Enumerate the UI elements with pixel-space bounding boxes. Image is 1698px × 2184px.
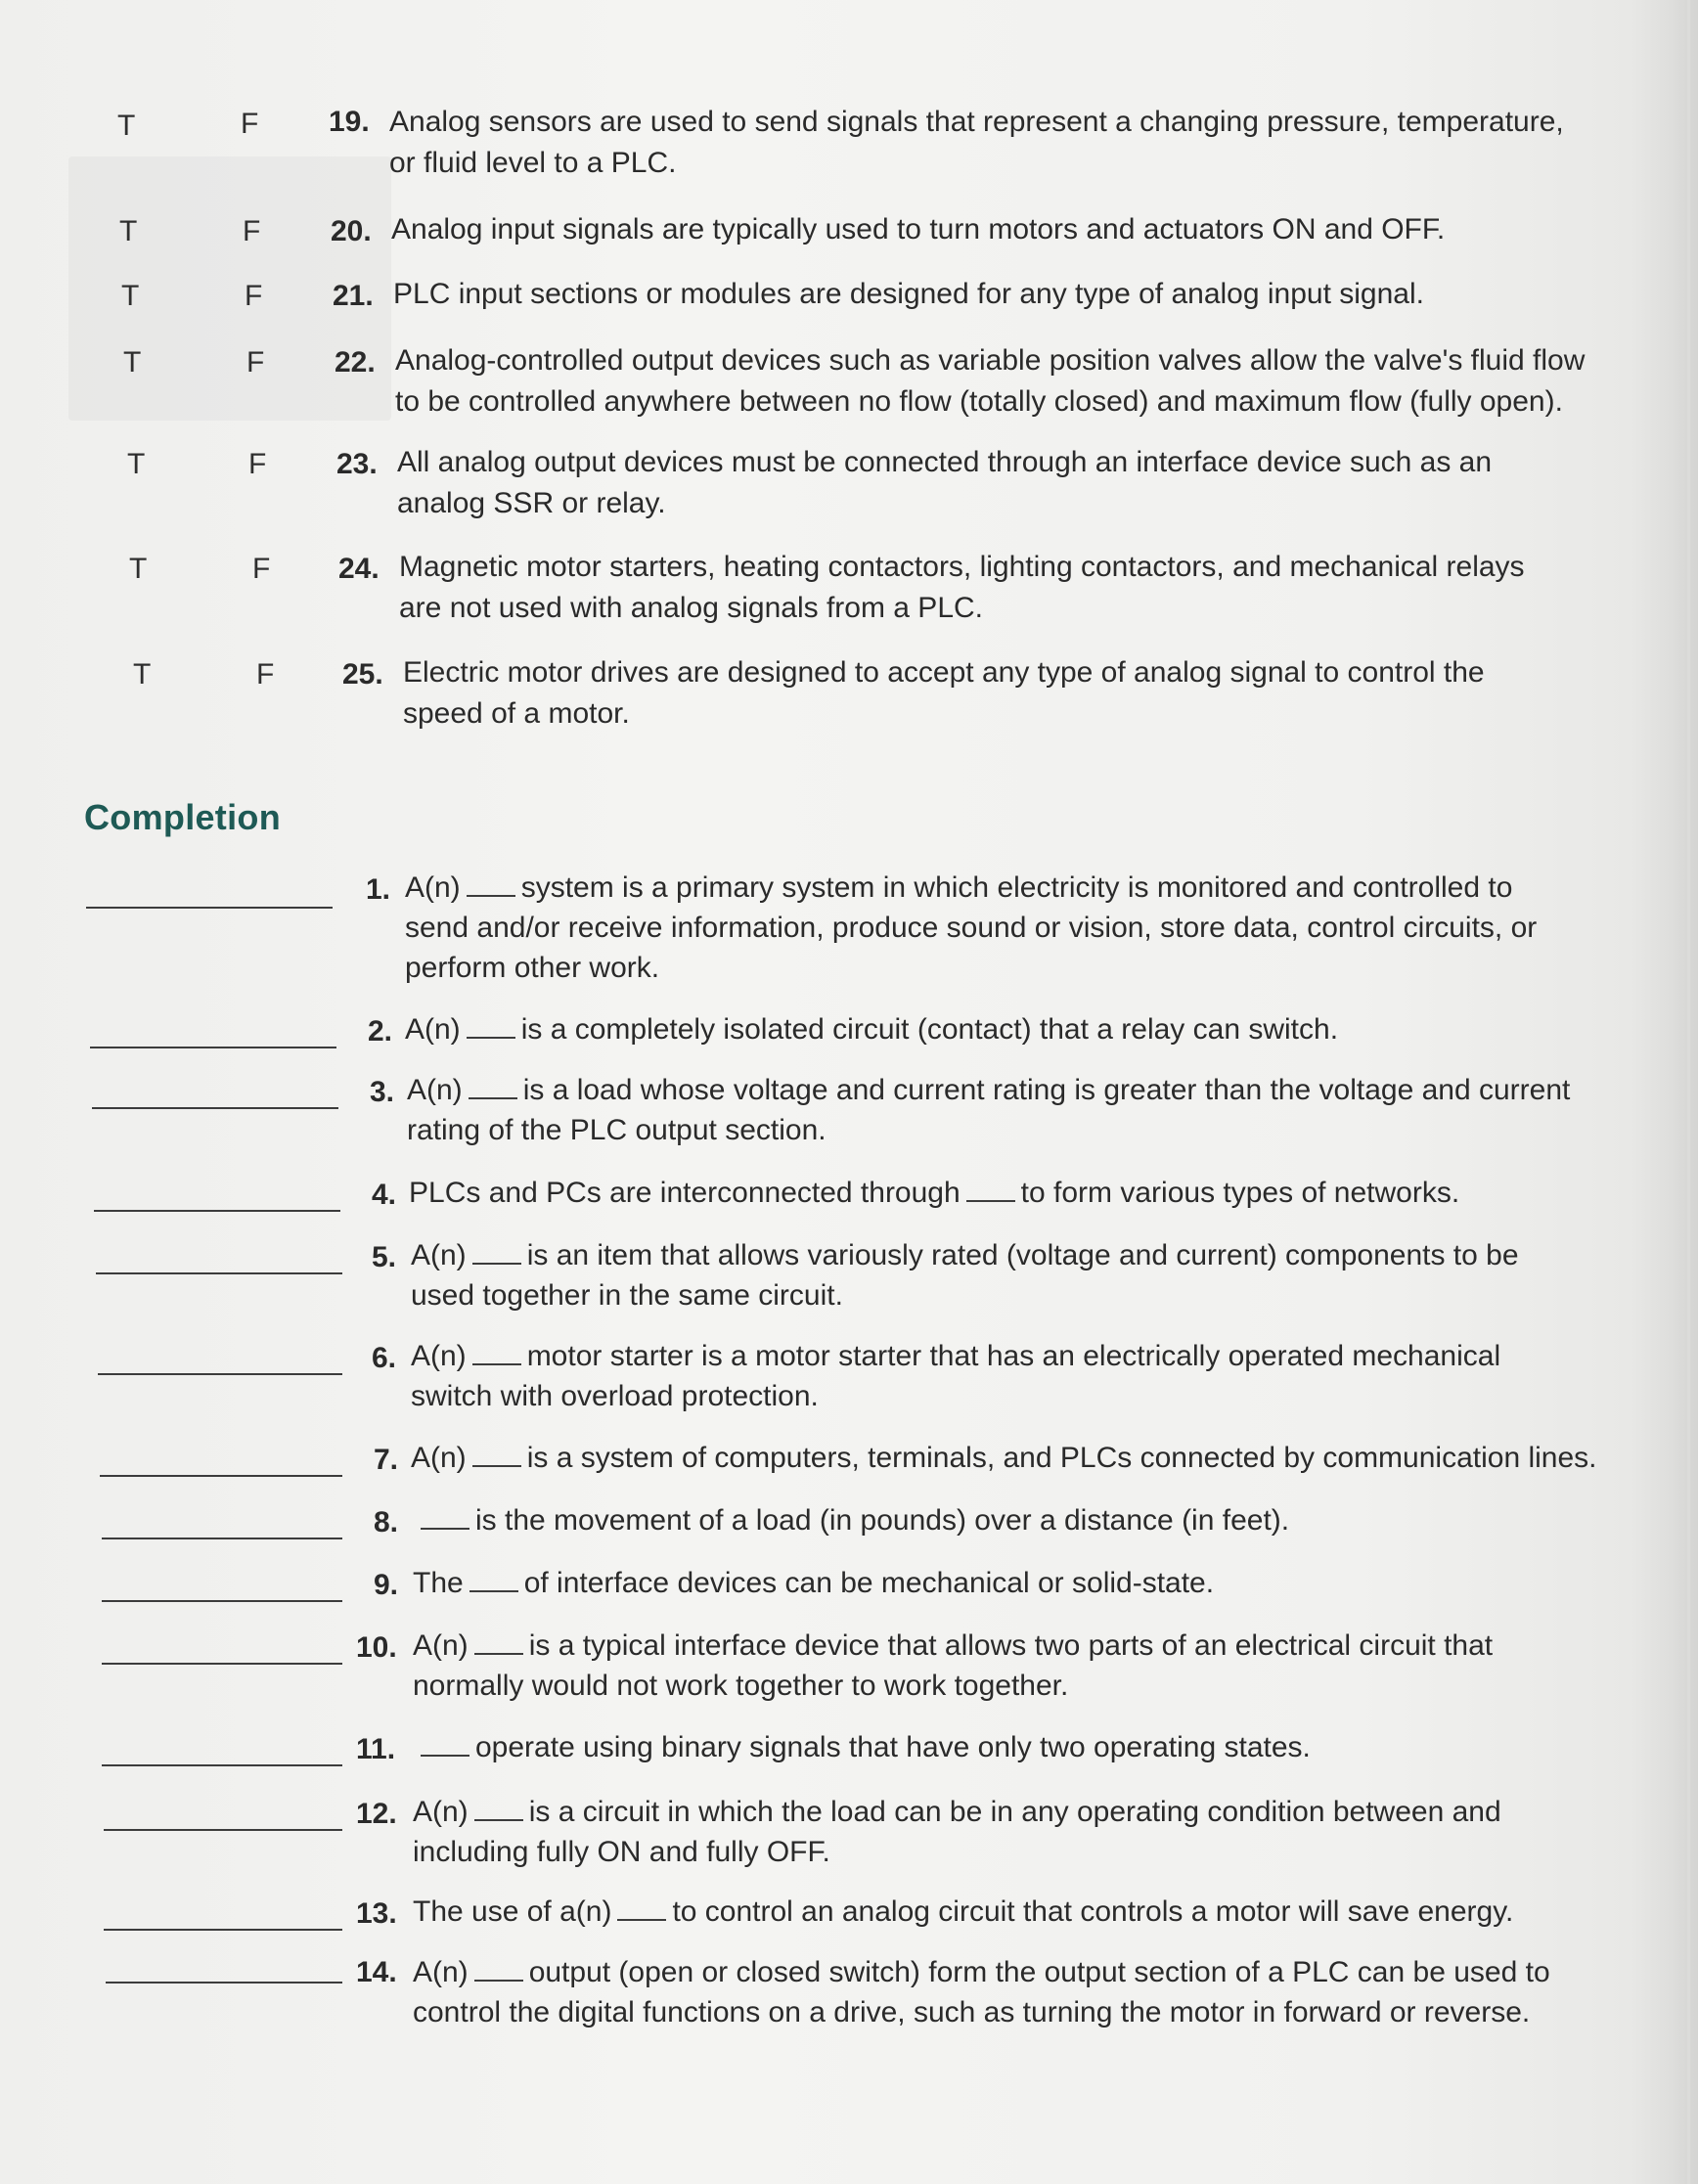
question-number: 22. — [335, 346, 376, 379]
question-number: 6. — [372, 1342, 397, 1374]
question-text: Electric motor drives are designed to accept any type of analog signal to control the speed of a motor. — [403, 656, 1485, 730]
question-number: 4. — [372, 1179, 397, 1211]
question-number: 7. — [374, 1444, 399, 1476]
question-number: 11. — [356, 1733, 396, 1765]
question-number: 3. — [370, 1076, 395, 1108]
question-text: The use of a(n) to control an analog circuit that controls a motor will save energy. — [413, 1895, 1514, 1928]
question-text: A(n) is a completely isolated circuit (contact) that a relay can switch. — [405, 1013, 1339, 1046]
false-option[interactable]: F — [245, 280, 263, 312]
question-number: 19. — [329, 106, 370, 138]
true-option[interactable]: T — [127, 448, 146, 480]
question-number: 8. — [374, 1506, 399, 1538]
true-option[interactable]: T — [133, 658, 152, 691]
question-number: 2. — [368, 1015, 393, 1047]
false-option[interactable]: F — [248, 448, 267, 480]
answer-blank[interactable] — [106, 1982, 342, 1983]
question-text: A(n) is an item that allows variously rated (voltage and current) components to be used together in the same circuit. — [411, 1239, 1519, 1312]
question-number: 21. — [333, 280, 374, 312]
false-option[interactable]: F — [243, 215, 261, 247]
question-number: 10. — [356, 1631, 397, 1664]
answer-blank[interactable] — [86, 907, 333, 909]
answer-blank[interactable] — [100, 1475, 342, 1477]
question-number: 13. — [356, 1897, 397, 1930]
inline-blank — [966, 1179, 1015, 1202]
question-text: Analog-controlled output devices such as variable position valves allow the valve's fluid flow to be controlled anywhere between no flow (totally closed) and maximum flow (fully open). — [395, 344, 1586, 418]
answer-blank[interactable] — [102, 1538, 342, 1539]
question-text: Magnetic motor starters, heating contactors, lighting contactors, and mechanical relays are not used with analog signals from a PLC. — [399, 551, 1525, 624]
question-text: A(n) is a system of computers, terminals, and PLCs connected by communication lines. — [411, 1442, 1597, 1474]
question-text: PLCs and PCs are interconnected through to form various types of networks. — [409, 1177, 1460, 1209]
question-number: 23. — [336, 448, 378, 480]
question-number: 25. — [342, 658, 383, 691]
inline-blank — [474, 1798, 523, 1821]
true-option[interactable]: T — [117, 110, 136, 142]
inline-blank — [421, 1506, 469, 1530]
section-title-completion: Completion — [84, 797, 281, 837]
answer-blank[interactable] — [90, 1047, 336, 1048]
answer-blank[interactable] — [102, 1764, 342, 1766]
inline-blank — [421, 1733, 469, 1757]
answer-blank[interactable] — [96, 1272, 342, 1274]
answer-blank[interactable] — [102, 1663, 342, 1665]
question-number: 9. — [374, 1569, 399, 1601]
question-text: All analog output devices must be connected through an interface device such as an analog SSR or relay. — [397, 446, 1493, 519]
page-edge-line — [1687, 0, 1690, 2184]
question-number: 5. — [372, 1241, 397, 1273]
inline-blank — [472, 1444, 521, 1467]
inline-blank — [469, 1076, 517, 1099]
true-option[interactable]: T — [119, 215, 138, 247]
true-option[interactable]: T — [129, 553, 148, 585]
false-option[interactable]: F — [256, 658, 275, 691]
answer-blank[interactable] — [104, 1929, 342, 1931]
answer-blank[interactable] — [94, 1210, 340, 1212]
question-text: operate using binary signals that have only two operating states. — [415, 1727, 1642, 1767]
question-number: 14. — [356, 1956, 397, 1988]
question-number: 12. — [356, 1798, 397, 1830]
question-text: PLC input sections or modules are designed for any type of analog input signal. — [393, 278, 1424, 310]
true-option[interactable]: T — [123, 346, 142, 379]
question-number: 20. — [331, 215, 372, 247]
question-text: A(n) motor starter is a motor starter that has an electrically operated mechanical switch with overload protection. — [411, 1340, 1501, 1412]
question-text: A(n) is a load whose voltage and current rating is greater than the voltage and current rating of the PLC output section. — [407, 1074, 1571, 1146]
question-text: A(n) is a circuit in which the load can be in any operating condition between and including fully ON and fully OFF. — [413, 1796, 1501, 1868]
inline-blank — [467, 1015, 515, 1039]
inline-blank — [474, 1631, 523, 1655]
question-text: The of interface devices can be mechanical or solid-state. — [413, 1567, 1215, 1599]
answer-blank[interactable] — [92, 1107, 338, 1109]
question-text: Analog sensors are used to send signals that represent a changing pressure, temperature, or fluid level to a PLC. — [389, 106, 1564, 179]
answer-blank[interactable] — [102, 1600, 342, 1602]
inline-blank — [617, 1897, 666, 1921]
inline-blank — [474, 1958, 523, 1982]
inline-blank — [467, 873, 515, 897]
question-number: 24. — [338, 553, 380, 585]
false-option[interactable]: F — [246, 346, 265, 379]
true-option[interactable]: T — [121, 280, 140, 312]
inline-blank — [469, 1569, 518, 1592]
false-option[interactable]: F — [241, 108, 259, 140]
question-text: A(n) is a typical interface device that allows two parts of an electrical circuit that normally would not work together to work together. — [413, 1629, 1494, 1702]
question-text: Analog input signals are typically used to turn motors and actuators ON and OFF. — [391, 213, 1446, 245]
question-text: A(n) system is a primary system in which electricity is monitored and controlled to send and/or receive information, produce sound or vision, store data, control circuits, or perform other work. — [405, 871, 1538, 984]
answer-blank[interactable] — [104, 1829, 342, 1831]
question-text: A(n) output (open or closed switch) form the output section of a PLC can be used to control the digital functions on a drive, such as turning the motor in forward or reverse. — [413, 1956, 1550, 2028]
inline-blank — [472, 1241, 521, 1265]
false-option[interactable]: F — [252, 553, 271, 585]
question-text: is the movement of a load (in pounds) over a distance (in feet). — [415, 1500, 1642, 1540]
answer-blank[interactable] — [98, 1373, 342, 1375]
inline-blank — [472, 1342, 521, 1365]
question-number: 1. — [366, 873, 391, 906]
